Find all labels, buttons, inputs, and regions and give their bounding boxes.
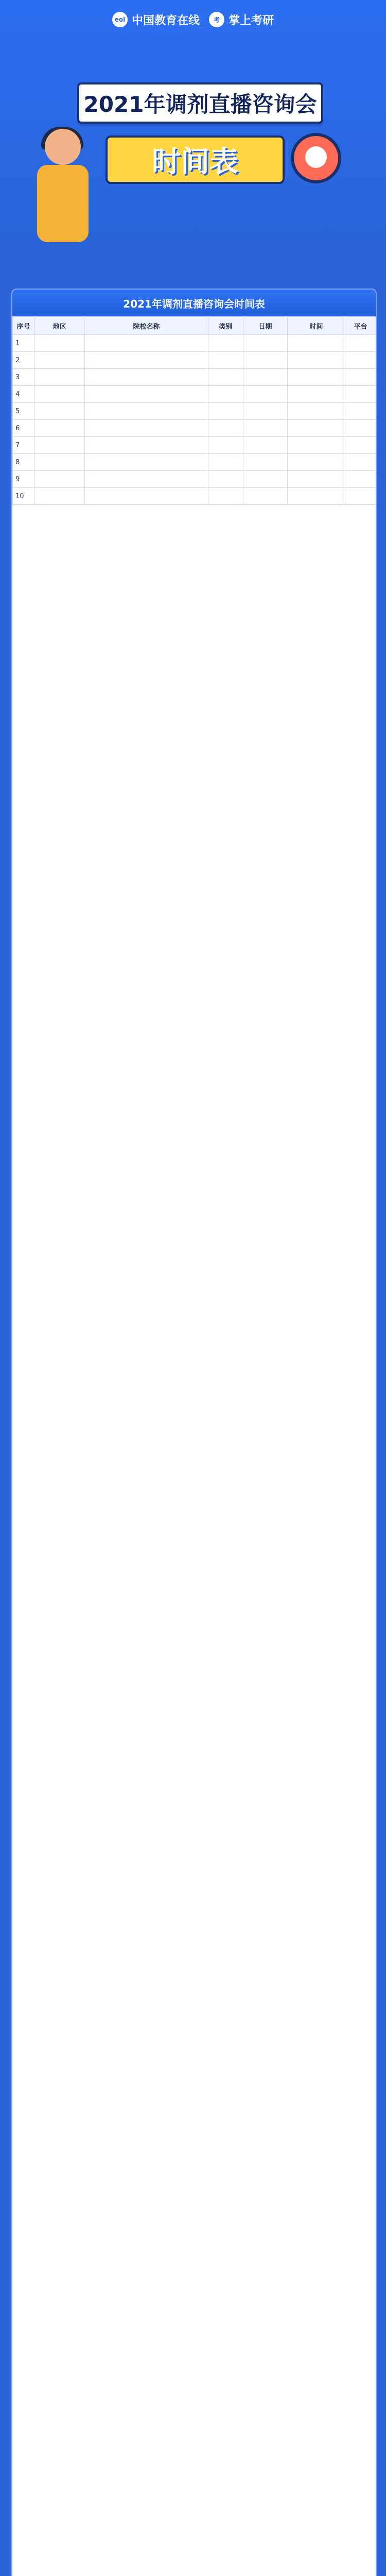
- table-cell: [208, 403, 243, 420]
- table-cell: 10: [13, 488, 34, 505]
- table-cell: [243, 454, 288, 471]
- table-cell: 9: [13, 471, 34, 488]
- table-cell: [34, 488, 85, 505]
- table-cell: [243, 352, 288, 369]
- table-row: [13, 471, 376, 488]
- table-cell: [345, 335, 376, 352]
- table-row: [13, 386, 376, 403]
- kaoyan-text: 掌上考研: [229, 14, 274, 27]
- table-row: [13, 437, 376, 454]
- table-cell: [288, 420, 345, 437]
- table-cell: 4: [13, 386, 34, 403]
- column-header: 平台: [345, 317, 376, 335]
- student-illustration: [22, 129, 104, 252]
- table-cell: [85, 437, 208, 454]
- table-cell: [208, 454, 243, 471]
- table-cell: [288, 471, 345, 488]
- table-cell: [345, 488, 376, 505]
- head-shape: [45, 129, 81, 165]
- table-row: [13, 488, 376, 505]
- table-cell: [243, 386, 288, 403]
- table-cell: [85, 386, 208, 403]
- table-cell: [85, 369, 208, 386]
- logo-row: [14, 9, 372, 30]
- table-cell: [288, 454, 345, 471]
- table-cell: [345, 420, 376, 437]
- column-header: 时间: [288, 317, 345, 335]
- table-cell: [243, 437, 288, 454]
- table-cell: [345, 403, 376, 420]
- table-cell: [85, 403, 208, 420]
- table-cell: [288, 352, 345, 369]
- column-header: 院校名称: [85, 317, 208, 335]
- column-header: 日期: [243, 317, 288, 335]
- table-row: [13, 335, 376, 352]
- china-education-logo: [112, 12, 200, 28]
- table-row: [13, 420, 376, 437]
- kaoyan-icon: 考: [209, 12, 224, 27]
- table-cell: [345, 369, 376, 386]
- table-cell: [345, 454, 376, 471]
- table-row: [13, 352, 376, 369]
- table-cell: [85, 454, 208, 471]
- table-cell: 8: [13, 454, 34, 471]
- table-cell: [243, 369, 288, 386]
- table-cell: [208, 471, 243, 488]
- table-cell: [208, 420, 243, 437]
- table-cell: [34, 403, 85, 420]
- table-cell: [288, 386, 345, 403]
- kaoyan-logo: [209, 12, 274, 28]
- table-cell: [288, 369, 345, 386]
- table-cell: [208, 437, 243, 454]
- table-cell: [345, 352, 376, 369]
- table-body: [13, 335, 376, 505]
- table-row: [13, 369, 376, 386]
- table-cell: [288, 437, 345, 454]
- column-header: 序号: [13, 317, 34, 335]
- table-cell: [208, 369, 243, 386]
- eol-icon: eol: [112, 12, 128, 27]
- page-title: 2021年调剂直播咨询会: [77, 82, 323, 124]
- timetable-title: 时间表: [106, 135, 285, 184]
- table-cell: [34, 471, 85, 488]
- schedule-table-card: [11, 289, 377, 2576]
- table-cell: [345, 386, 376, 403]
- china-education-text: 中国教育在线: [131, 14, 200, 27]
- table-cell: 2: [13, 352, 34, 369]
- table-cell: [85, 352, 208, 369]
- body-shape: [37, 165, 89, 242]
- table-cell: [34, 437, 85, 454]
- table-row: [13, 454, 376, 471]
- alarm-clock-icon: [291, 133, 341, 183]
- schedule-table: [12, 316, 376, 505]
- table-cell: 6: [13, 420, 34, 437]
- table-cell: [243, 488, 288, 505]
- table-cell: [85, 335, 208, 352]
- table-cell: 3: [13, 369, 34, 386]
- table-cell: [243, 403, 288, 420]
- column-header: 类别: [208, 317, 243, 335]
- table-row: [13, 403, 376, 420]
- table-cell: [208, 335, 243, 352]
- table-cell: [288, 488, 345, 505]
- table-cell: 5: [13, 403, 34, 420]
- column-header: 地区: [34, 317, 85, 335]
- table-cell: [288, 403, 345, 420]
- table-cell: [85, 420, 208, 437]
- table-cell: [34, 386, 85, 403]
- table-cell: [243, 420, 288, 437]
- table-cell: [288, 335, 345, 352]
- table-cell: [243, 471, 288, 488]
- table-cell: [34, 454, 85, 471]
- table-cell: [345, 437, 376, 454]
- table-title: 2021年调剂直播咨询会时间表: [12, 290, 376, 316]
- table-cell: 7: [13, 437, 34, 454]
- table-cell: [208, 488, 243, 505]
- table-cell: [34, 352, 85, 369]
- table-cell: [243, 335, 288, 352]
- table-cell: [85, 488, 208, 505]
- table-header-row: [13, 317, 376, 335]
- header: [0, 0, 386, 268]
- table-cell: [34, 335, 85, 352]
- table-cell: [34, 369, 85, 386]
- table-cell: 1: [13, 335, 34, 352]
- table-cell: [208, 352, 243, 369]
- table-cell: [34, 420, 85, 437]
- table-cell: [345, 471, 376, 488]
- table-cell: [208, 386, 243, 403]
- table-cell: [85, 471, 208, 488]
